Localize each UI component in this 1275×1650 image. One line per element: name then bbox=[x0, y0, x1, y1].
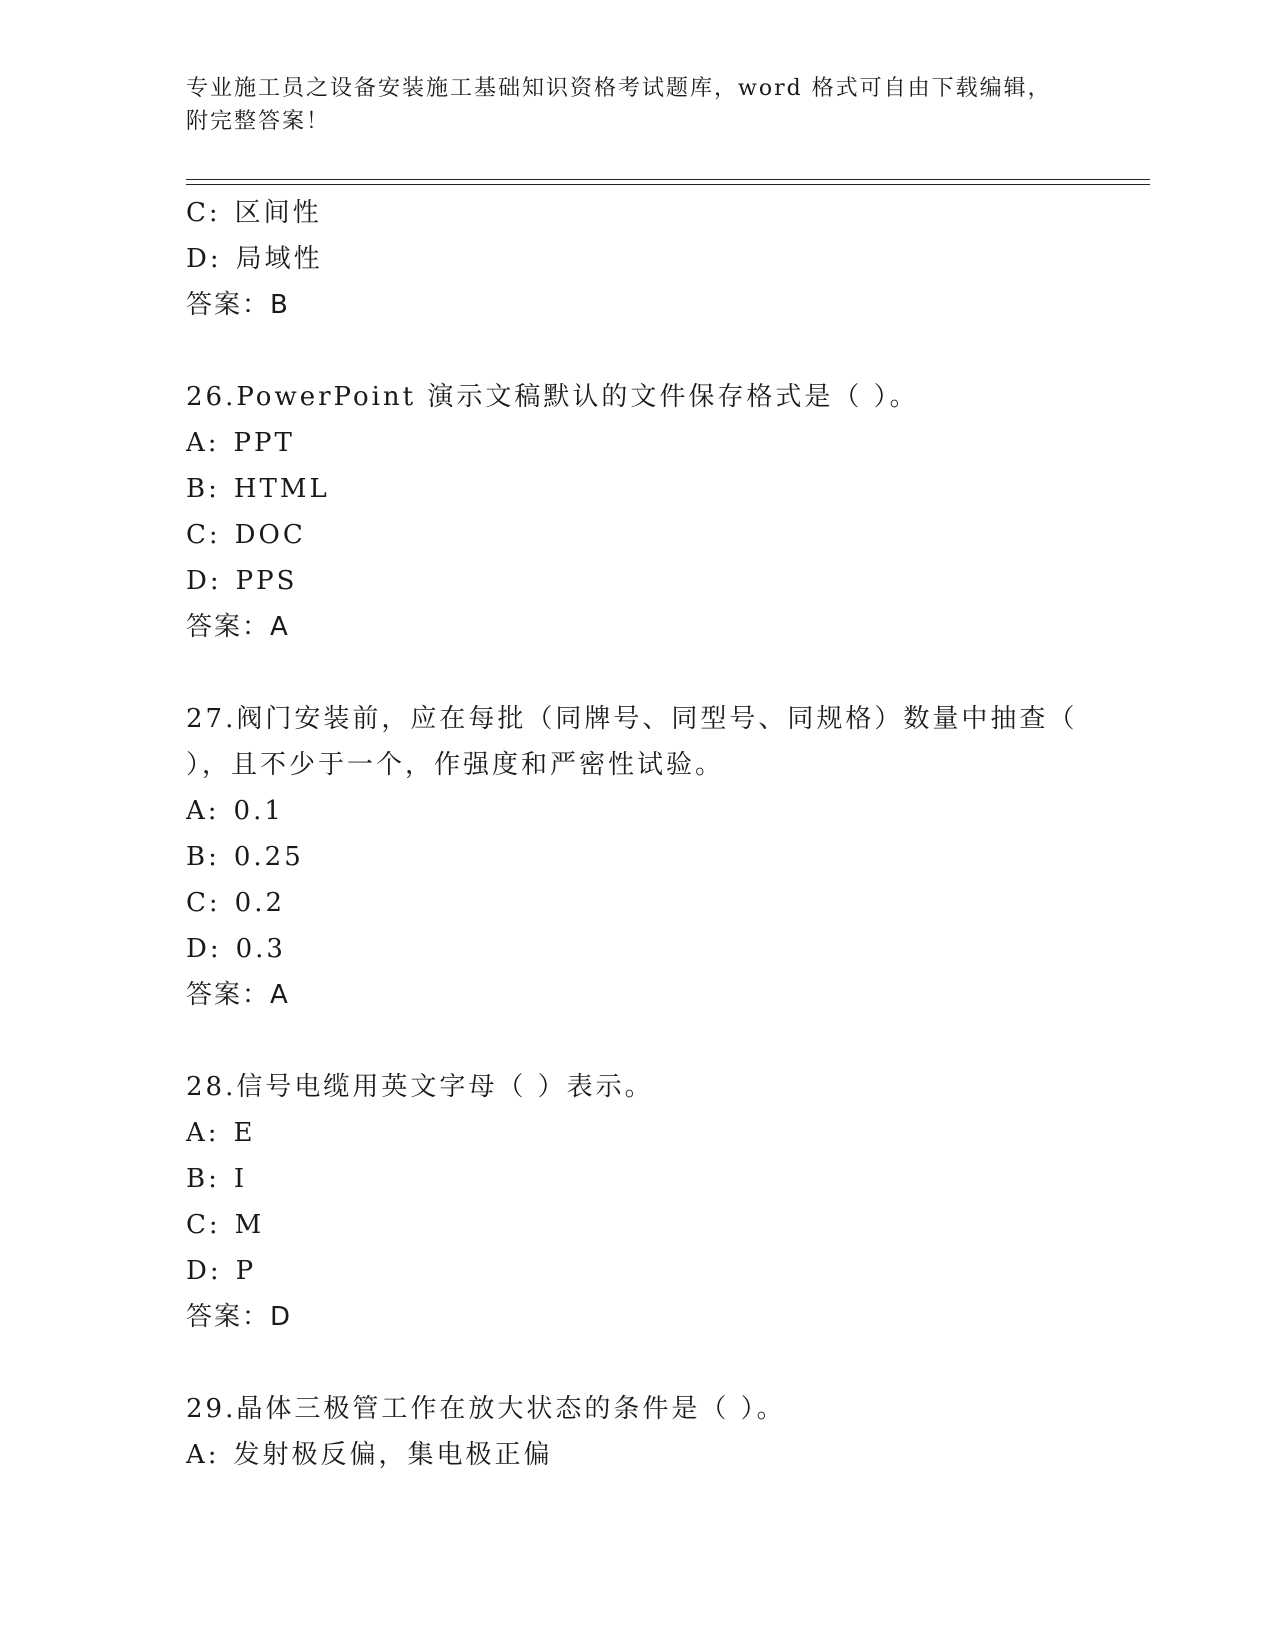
spacer bbox=[186, 650, 1086, 696]
answer-line: 答案：A bbox=[186, 980, 290, 1010]
document-header bbox=[186, 72, 1086, 138]
option-text: HTML bbox=[233, 474, 330, 504]
option-text: I bbox=[233, 1164, 248, 1194]
question-25 bbox=[186, 190, 1086, 328]
option-text: 0.1 bbox=[233, 796, 284, 826]
option-b bbox=[186, 466, 1086, 512]
option-text: PPS bbox=[235, 566, 298, 596]
question-stem-line-1: 27.阀门安装前，应在每批（同牌号、同型号、同规格）数量中抽查（ bbox=[186, 704, 1078, 734]
option-text: 发射极反偏，集电极正偏 bbox=[233, 1440, 553, 1470]
header-rule-top bbox=[186, 179, 1150, 180]
option-key: A: bbox=[186, 428, 220, 458]
answer-line: 答案：A bbox=[186, 612, 290, 642]
option-b bbox=[186, 1156, 1086, 1202]
option-text: 局域性 bbox=[235, 244, 323, 274]
option-text: PPT bbox=[233, 428, 295, 458]
option-b bbox=[186, 834, 1086, 880]
answer-line: 答案：B bbox=[186, 290, 290, 320]
question-stem: 26.PowerPoint 演示文稿默认的文件保存格式是（ ）。 bbox=[186, 382, 919, 412]
header-line-2: 附完整答案！ bbox=[186, 109, 331, 134]
option-c bbox=[186, 190, 1086, 236]
option-key: C: bbox=[186, 198, 221, 228]
option-key: B: bbox=[186, 842, 220, 872]
option-a bbox=[186, 1110, 1086, 1156]
spacer bbox=[186, 1340, 1086, 1386]
question-stem-line-2: ），且不少于一个，作强度和严密性试验。 bbox=[186, 750, 725, 780]
option-a bbox=[186, 420, 1086, 466]
option-key: B: bbox=[186, 474, 220, 504]
option-key: A: bbox=[186, 1118, 220, 1148]
option-text: E bbox=[233, 1118, 256, 1148]
option-text: 0.25 bbox=[233, 842, 304, 872]
option-d bbox=[186, 558, 1086, 604]
option-key: A: bbox=[186, 1440, 220, 1470]
option-key: D: bbox=[186, 566, 222, 596]
option-key: C: bbox=[186, 1210, 221, 1240]
option-key: A: bbox=[186, 796, 220, 826]
question-list bbox=[186, 190, 1086, 1478]
option-c bbox=[186, 1202, 1086, 1248]
option-text: DOC bbox=[234, 520, 306, 550]
option-key: D: bbox=[186, 934, 222, 964]
option-text: M bbox=[234, 1210, 265, 1240]
option-key: B: bbox=[186, 1164, 220, 1194]
question-27 bbox=[186, 696, 1086, 1018]
spacer bbox=[186, 1018, 1086, 1064]
option-c bbox=[186, 880, 1086, 926]
option-a bbox=[186, 1432, 1086, 1478]
question-28 bbox=[186, 1064, 1086, 1340]
question-26 bbox=[186, 374, 1086, 650]
option-text: 0.2 bbox=[234, 888, 286, 918]
header-line-1: 专业施工员之设备安装施工基础知识资格考试题库，word 格式可自由下载编辑， bbox=[186, 76, 1052, 101]
question-29 bbox=[186, 1386, 1086, 1478]
option-key: D: bbox=[186, 1256, 222, 1286]
header-rule-bottom bbox=[186, 184, 1150, 185]
option-d bbox=[186, 1248, 1086, 1294]
option-c bbox=[186, 512, 1086, 558]
answer-line: 答案：D bbox=[186, 1302, 293, 1332]
option-d bbox=[186, 236, 1086, 282]
spacer bbox=[186, 328, 1086, 374]
question-stem: 29.晶体三极管工作在放大状态的条件是（ ）。 bbox=[186, 1394, 786, 1424]
option-text: 0.3 bbox=[235, 934, 286, 964]
question-stem: 28.信号电缆用英文字母（ ）表示。 bbox=[186, 1072, 654, 1102]
option-key: D: bbox=[186, 244, 222, 274]
option-d bbox=[186, 926, 1086, 972]
option-key: C: bbox=[186, 520, 221, 550]
option-text: P bbox=[235, 1256, 257, 1286]
option-key: C: bbox=[186, 888, 221, 918]
option-a bbox=[186, 788, 1086, 834]
option-text: 区间性 bbox=[234, 198, 322, 228]
